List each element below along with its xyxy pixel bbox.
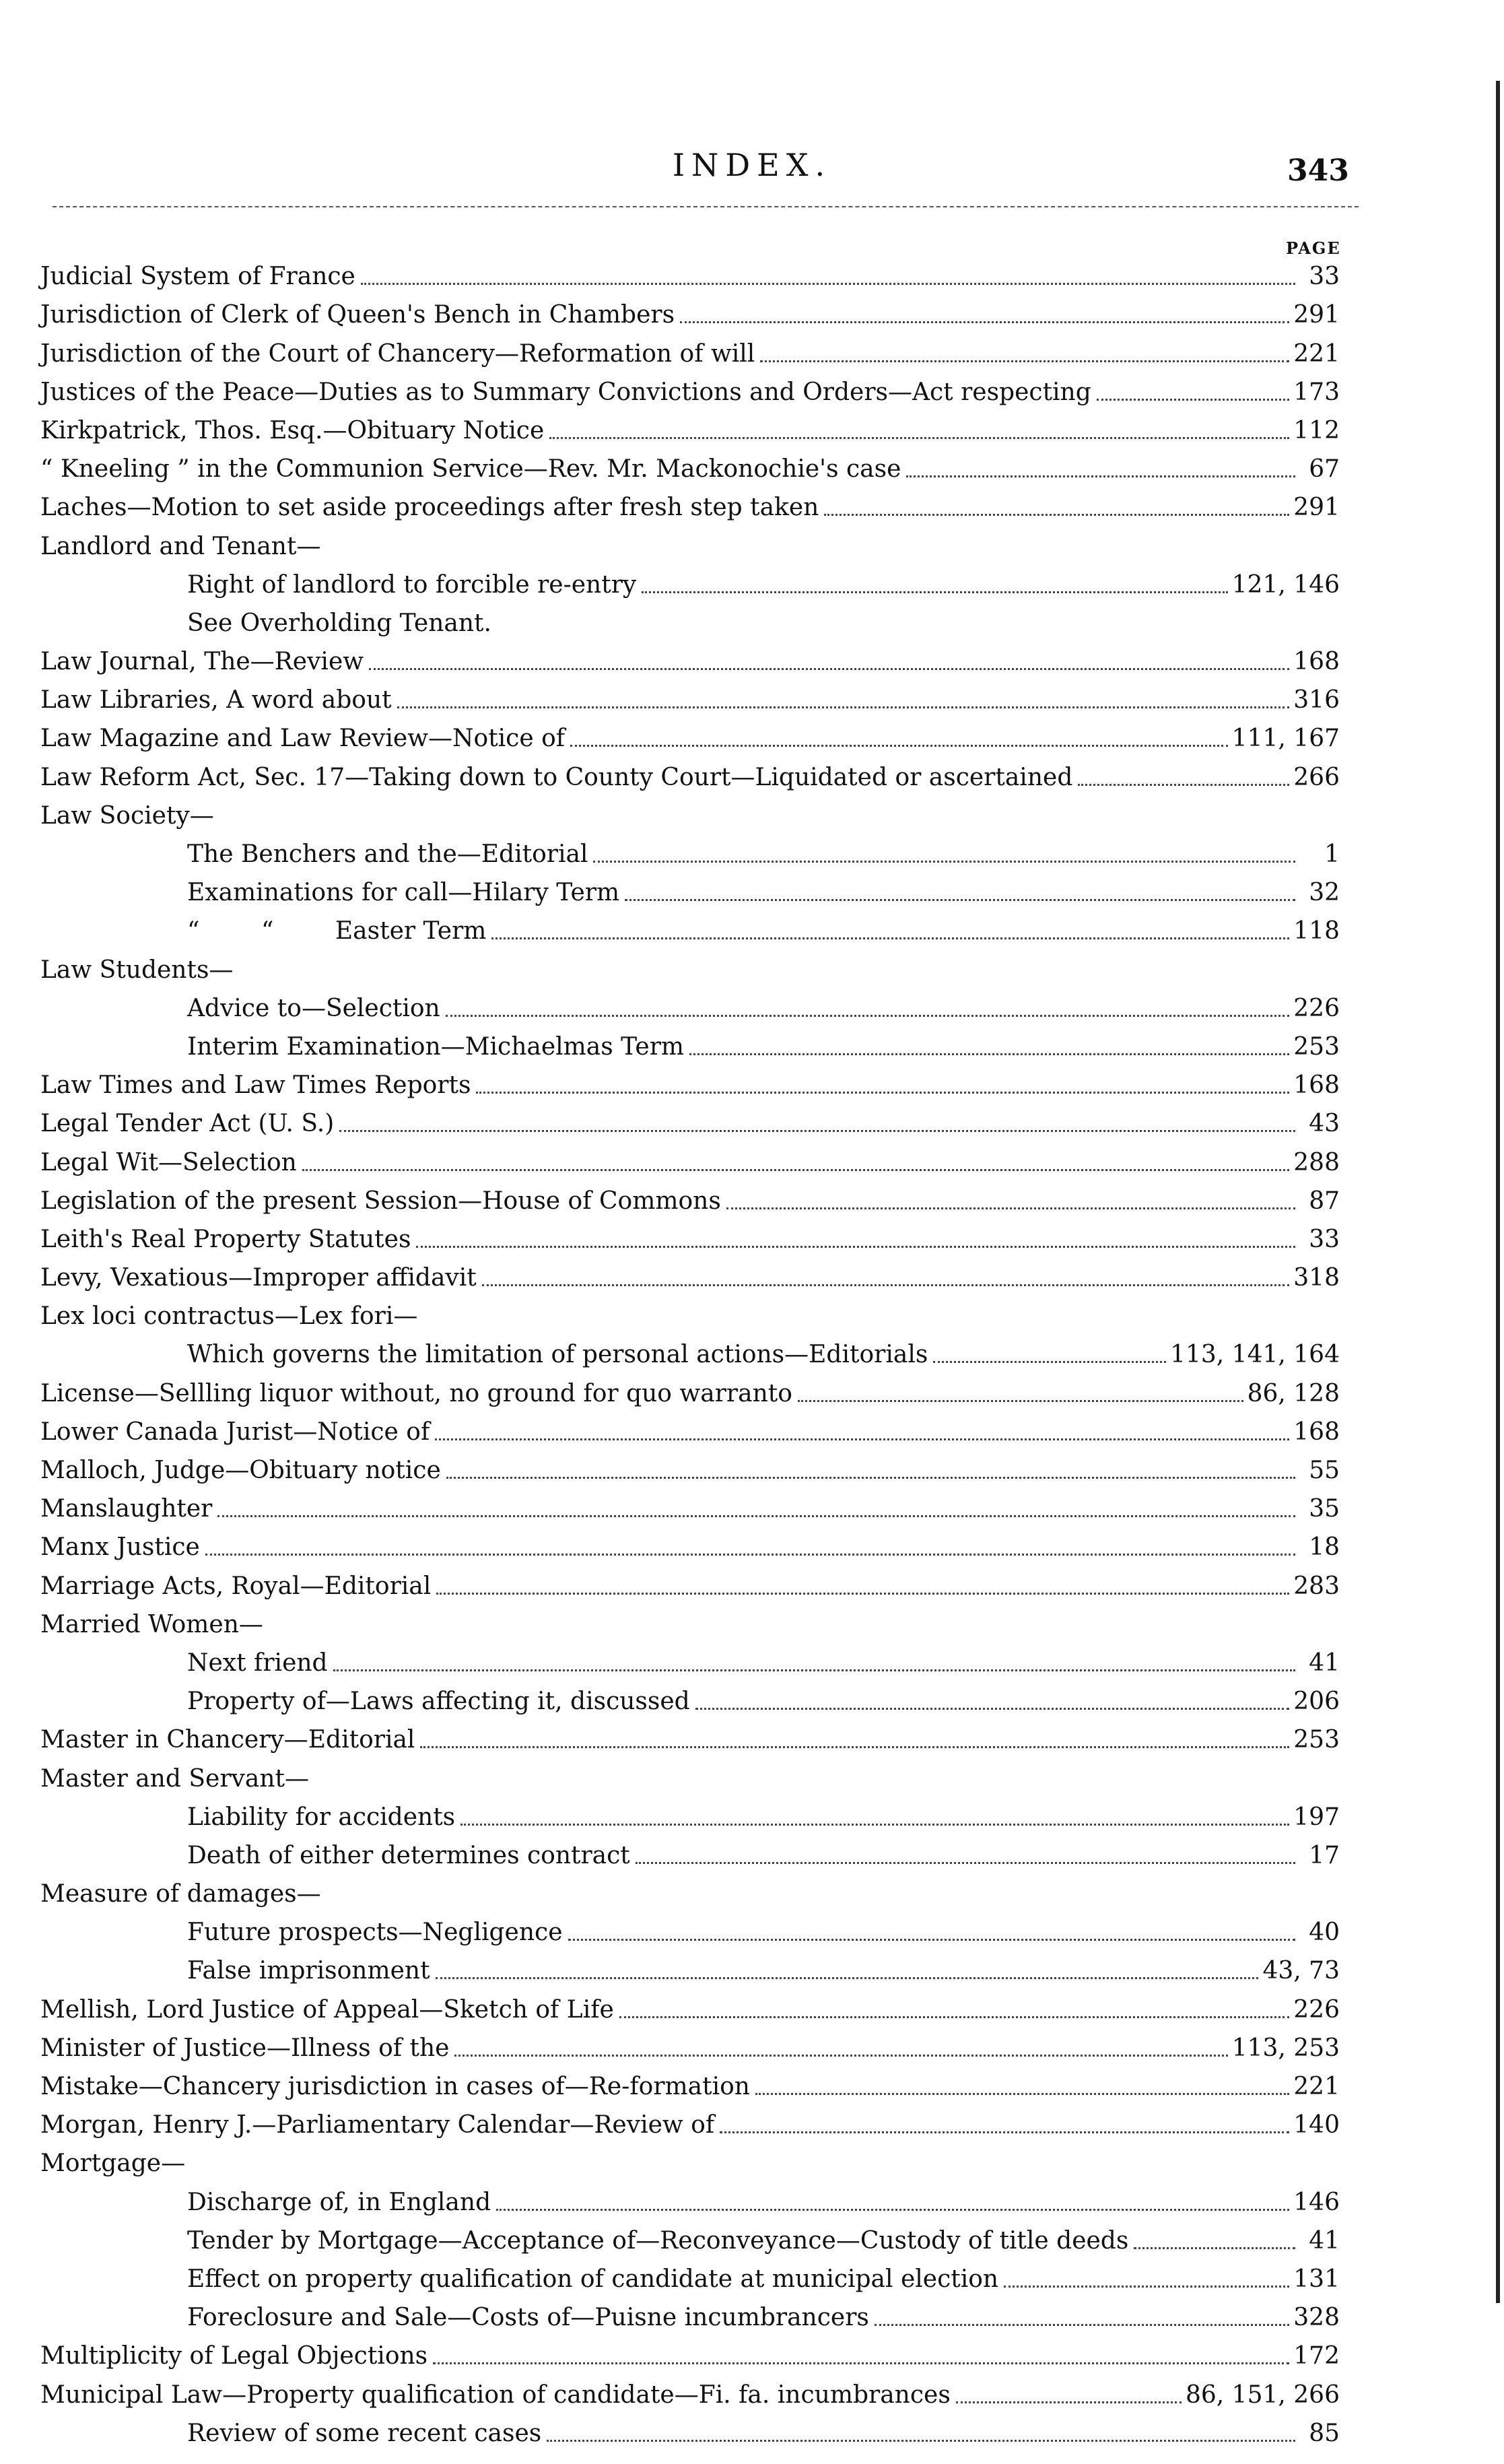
index-subentry bbox=[40, 2218, 1340, 2256]
index-subentry bbox=[40, 1331, 1340, 1370]
dot-leader bbox=[720, 2131, 1289, 2133]
entry-page-reference: 40 bbox=[1309, 1919, 1340, 1947]
dot-leader bbox=[217, 1515, 1295, 1517]
dot-leader bbox=[369, 668, 1289, 670]
entry-page-reference: 41 bbox=[1309, 2226, 1340, 2255]
page-column-label: PAGE bbox=[1286, 238, 1341, 258]
entry-text: Tender by Mortgage—Acceptance of—Reconveyance—Custody of title deeds bbox=[187, 2226, 1129, 2255]
entry-text: Jurisdiction of Clerk of Queen's Bench in Chambers bbox=[40, 301, 675, 329]
entry-page-reference: 41 bbox=[1309, 1649, 1340, 1677]
entry-page-reference: 55 bbox=[1309, 1457, 1340, 1484]
dot-leader bbox=[570, 745, 1228, 747]
entry-page-reference: 33 bbox=[1309, 1225, 1340, 1253]
dot-leader bbox=[361, 283, 1295, 285]
entry-text: Master in Chancery—Editorial bbox=[40, 1726, 415, 1754]
entry-text: Jurisdiction of the Court of Chancery—Reformation of will bbox=[40, 339, 755, 368]
dot-leader bbox=[397, 706, 1290, 708]
entry-page-reference: 316 bbox=[1293, 686, 1340, 714]
dot-leader bbox=[491, 937, 1289, 939]
index-entry bbox=[40, 1986, 1340, 2024]
index-entry bbox=[40, 484, 1340, 523]
entry-text: Levy, Vexatious—Improper affidavit bbox=[40, 1264, 477, 1292]
index-entry bbox=[40, 369, 1340, 407]
entry-page-reference: 118 bbox=[1293, 917, 1340, 945]
header-rule bbox=[53, 206, 1359, 207]
entry-text: Law Society— bbox=[40, 801, 214, 830]
entry-text: Lower Canada Jurist—Notice of bbox=[40, 1418, 430, 1446]
dot-leader bbox=[642, 591, 1227, 593]
dot-leader bbox=[435, 1438, 1289, 1440]
entry-page-reference: 172 bbox=[1293, 2342, 1340, 2370]
entry-text: Legal Tender Act (U. S.) bbox=[40, 1110, 335, 1138]
dot-leader bbox=[416, 1246, 1295, 1248]
entry-text: Liability for accidents bbox=[187, 1803, 456, 1831]
dot-leader bbox=[619, 2016, 1289, 2018]
index-entry bbox=[40, 407, 1340, 446]
entry-text: Lex loci contractus—Lex fori— bbox=[40, 1302, 418, 1331]
entry-page-reference: 1 bbox=[1324, 840, 1340, 868]
dot-leader bbox=[680, 321, 1289, 323]
entry-page-reference: 32 bbox=[1309, 879, 1340, 907]
index-entry bbox=[40, 2102, 1340, 2140]
dot-leader bbox=[875, 2324, 1289, 2326]
index-entry bbox=[40, 2371, 1340, 2409]
entry-page-reference: 226 bbox=[1293, 994, 1340, 1022]
dot-leader bbox=[482, 1284, 1290, 1286]
dot-leader bbox=[420, 1746, 1289, 1748]
entry-text: Future prospects—Negligence bbox=[187, 1919, 563, 1947]
dot-leader bbox=[205, 1554, 1295, 1556]
index-entry bbox=[40, 1524, 1340, 1562]
entry-text: Manx Justice bbox=[40, 1533, 200, 1562]
dot-leader bbox=[496, 2209, 1289, 2211]
entry-page-reference: 318 bbox=[1293, 1264, 1340, 1292]
entry-text: The Benchers and the—Editorial bbox=[187, 840, 588, 868]
dot-leader bbox=[476, 1092, 1289, 1094]
index-subentry bbox=[40, 1794, 1340, 1832]
index-entry bbox=[40, 1601, 1340, 1640]
dot-leader bbox=[433, 2362, 1289, 2364]
entry-text: Marriage Acts, Royal—Editorial bbox=[40, 1572, 432, 1600]
index-subentry bbox=[40, 562, 1340, 600]
entry-text: Death of either determines contract bbox=[187, 1841, 630, 1869]
entry-page-reference: 168 bbox=[1293, 1071, 1340, 1100]
dot-leader bbox=[824, 514, 1289, 516]
entry-text: Law Students— bbox=[40, 956, 234, 984]
dot-leader bbox=[339, 1130, 1295, 1132]
index-entry bbox=[40, 1370, 1340, 1408]
index-entry bbox=[40, 1255, 1340, 1293]
entry-text: Law Journal, The—Review bbox=[40, 648, 364, 676]
index-subentry bbox=[40, 985, 1340, 1024]
dot-leader bbox=[446, 1477, 1295, 1479]
index-entry bbox=[40, 2063, 1340, 2102]
index-subentry bbox=[40, 2256, 1340, 2294]
index-entry bbox=[40, 1486, 1340, 1524]
entry-text: Mistake—Chancery jurisdiction in cases of—Re-formation bbox=[40, 2073, 750, 2100]
index-entry bbox=[40, 1293, 1340, 1331]
entry-text: Advice to—Selection bbox=[187, 994, 440, 1022]
entry-text: Effect on property qualification of candidate at municipal election bbox=[187, 2265, 999, 2293]
entry-text: Law Libraries, A word about bbox=[40, 686, 392, 714]
entry-text: Mellish, Lord Justice of Appeal—Sketch of Life bbox=[40, 1995, 614, 2024]
entry-text: Next friend bbox=[187, 1649, 328, 1677]
index-entry bbox=[40, 1100, 1340, 1139]
entry-text: Master and Servant— bbox=[40, 1764, 309, 1793]
entry-text: Legislation of the present Session—House of Commons bbox=[40, 1187, 721, 1215]
dot-leader bbox=[625, 899, 1295, 901]
entry-page-reference: 111, 167 bbox=[1231, 725, 1340, 753]
entry-page-reference: 67 bbox=[1309, 455, 1340, 484]
entry-text: Judicial System of France bbox=[40, 263, 355, 291]
index-subentry bbox=[40, 908, 1340, 946]
entry-page-reference: 18 bbox=[1309, 1533, 1340, 1562]
index-subentry bbox=[40, 869, 1340, 908]
entry-page-reference: 197 bbox=[1293, 1803, 1340, 1831]
entry-text: Property of—Laws affecting it, discussed bbox=[187, 1688, 690, 1716]
index-entry bbox=[40, 1178, 1340, 1216]
entry-text: Minister of Justice—Illness of the bbox=[40, 2034, 450, 2062]
dot-leader bbox=[436, 1977, 1259, 1979]
entry-page-reference: 146 bbox=[1293, 2188, 1340, 2216]
dot-leader bbox=[547, 2440, 1295, 2442]
entry-page-reference: 140 bbox=[1293, 2111, 1340, 2139]
entry-page-reference: 221 bbox=[1293, 2073, 1340, 2100]
dot-leader bbox=[549, 437, 1289, 439]
entry-page-reference: 112 bbox=[1293, 416, 1340, 444]
entry-text: Multiplicity of Legal Objections bbox=[40, 2342, 428, 2370]
dot-leader bbox=[755, 2093, 1289, 2095]
entry-text: Mortgage— bbox=[40, 2150, 186, 2178]
dot-leader bbox=[956, 2401, 1182, 2403]
entry-page-reference: 113, 253 bbox=[1231, 2034, 1340, 2062]
dot-leader bbox=[906, 475, 1295, 477]
index-entry bbox=[40, 677, 1340, 715]
dot-leader bbox=[689, 1053, 1289, 1055]
entry-page-reference: 206 bbox=[1293, 1688, 1340, 1716]
entry-text: Foreclosure and Sale—Costs of—Puisne incumbrancers bbox=[187, 2304, 869, 2332]
page-title: INDEX. bbox=[672, 147, 832, 183]
entry-page-reference: 17 bbox=[1309, 1841, 1340, 1869]
index-entry bbox=[40, 1871, 1340, 1909]
entry-text: Morgan, Henry J.—Parliamentary Calendar—Review of bbox=[40, 2111, 715, 2139]
dot-leader bbox=[933, 1361, 1166, 1363]
entry-page-reference: 43 bbox=[1309, 1110, 1340, 1138]
entry-page-reference: 131 bbox=[1293, 2265, 1340, 2293]
entry-page-reference: 291 bbox=[1293, 301, 1340, 329]
index-entry bbox=[40, 715, 1340, 754]
index-entry bbox=[40, 1717, 1340, 1755]
index-entry bbox=[40, 946, 1340, 985]
index-subentry bbox=[40, 1640, 1340, 1678]
dot-leader bbox=[436, 1593, 1289, 1595]
entry-text: Interim Examination—Michaelmas Term bbox=[187, 1032, 685, 1061]
entry-text: Right of landlord to forcible re-entry bbox=[187, 570, 637, 599]
page-number: 343 bbox=[1287, 154, 1349, 188]
dot-leader bbox=[333, 1669, 1295, 1671]
entry-page-reference: 291 bbox=[1293, 494, 1340, 522]
entry-page-reference: 168 bbox=[1293, 1418, 1340, 1446]
entry-text: Measure of damages— bbox=[40, 1880, 321, 1908]
index-entry bbox=[40, 292, 1340, 330]
entry-page-reference: 86, 128 bbox=[1247, 1379, 1340, 1407]
entry-text: Municipal Law—Property qualification of candidate—Fi. fa. incumbrances bbox=[40, 2380, 951, 2409]
entry-page-reference: 328 bbox=[1293, 2304, 1340, 2332]
index-subentry bbox=[40, 2294, 1340, 2333]
index-entry bbox=[40, 523, 1340, 561]
index-entry bbox=[40, 2025, 1340, 2063]
entry-page-reference: 86, 151, 266 bbox=[1185, 2380, 1340, 2409]
entry-text: Leith's Real Property Statutes bbox=[40, 1225, 411, 1253]
entry-text: “ “ Easter Term bbox=[187, 917, 487, 945]
dot-leader bbox=[1004, 2286, 1289, 2288]
index-entry bbox=[40, 446, 1340, 484]
entry-page-reference: 253 bbox=[1293, 1726, 1340, 1754]
entry-text: False imprisonment bbox=[187, 1957, 430, 1985]
page-edge bbox=[1496, 81, 1500, 2303]
index-entry bbox=[40, 754, 1340, 792]
entry-page-reference: 33 bbox=[1309, 263, 1340, 291]
entry-text: Kirkpatrick, Thos. Esq.—Obituary Notice bbox=[40, 416, 545, 444]
index-entry bbox=[40, 2140, 1340, 2178]
index-entry bbox=[40, 793, 1340, 831]
entry-text: Which governs the limitation of personal actions—Editorials bbox=[187, 1341, 928, 1369]
dot-leader bbox=[454, 2055, 1227, 2057]
dot-leader bbox=[593, 861, 1295, 863]
dot-leader bbox=[1134, 2247, 1295, 2249]
entry-page-reference: 168 bbox=[1293, 648, 1340, 676]
entry-text: Examinations for call—Hilary Term bbox=[187, 879, 620, 907]
dot-leader bbox=[726, 1207, 1295, 1209]
entry-page-reference: 283 bbox=[1293, 1572, 1340, 1600]
entry-text: “ Kneeling ” in the Communion Service—Rev. Mr. Mackonochie's case bbox=[40, 455, 901, 484]
dot-leader bbox=[1078, 784, 1289, 786]
index-subentry bbox=[40, 1909, 1340, 1947]
entry-text: Law Reform Act, Sec. 17—Taking down to County Court—Liquidated or ascertained bbox=[40, 763, 1073, 791]
entry-text: Married Women— bbox=[40, 1610, 263, 1638]
entry-text: License—Sellling liquor without, no ground for quo warranto bbox=[40, 1379, 792, 1407]
index-subentry bbox=[40, 1832, 1340, 1871]
index-subentry bbox=[40, 831, 1340, 869]
entry-text: Malloch, Judge—Obituary notice bbox=[40, 1457, 441, 1484]
entry-page-reference: 226 bbox=[1293, 1995, 1340, 2024]
index-entry bbox=[40, 1062, 1340, 1100]
dot-leader bbox=[568, 1939, 1295, 1941]
dot-leader bbox=[1097, 399, 1290, 401]
entry-page-reference: 221 bbox=[1293, 339, 1340, 368]
index-entry bbox=[40, 1409, 1340, 1447]
index-entry bbox=[40, 1216, 1340, 1255]
entry-text: Laches—Motion to set aside proceedings after fresh step taken bbox=[40, 494, 819, 522]
dot-leader bbox=[302, 1169, 1289, 1171]
entry-page-reference: 113, 141, 164 bbox=[1170, 1341, 1340, 1369]
dot-leader bbox=[460, 1824, 1289, 1826]
dot-leader bbox=[446, 1015, 1290, 1017]
entry-page-reference: 43, 73 bbox=[1262, 1957, 1340, 1985]
index-subentry bbox=[40, 2410, 1340, 2449]
index-entry bbox=[40, 330, 1340, 368]
index-subentry bbox=[40, 1947, 1340, 1986]
entry-page-reference: 266 bbox=[1293, 763, 1340, 791]
entry-text: Legal Wit—Selection bbox=[40, 1148, 297, 1176]
entry-page-reference: 253 bbox=[1293, 1032, 1340, 1061]
entry-text: Manslaughter bbox=[40, 1495, 213, 1523]
entry-text: Law Times and Law Times Reports bbox=[40, 1071, 471, 1100]
dot-leader bbox=[798, 1400, 1243, 1402]
index-entry bbox=[40, 2333, 1340, 2371]
entry-page-reference: 121, 146 bbox=[1231, 570, 1340, 599]
index-entry bbox=[40, 638, 1340, 677]
index-entry bbox=[40, 1139, 1340, 1177]
dot-leader bbox=[636, 1862, 1295, 1864]
dot-leader bbox=[760, 360, 1289, 362]
dot-leader bbox=[695, 1708, 1290, 1710]
index-subentry bbox=[40, 1678, 1340, 1717]
entry-page-reference: 35 bbox=[1309, 1495, 1340, 1523]
index-entries bbox=[40, 253, 1340, 2449]
index-subentry bbox=[40, 2178, 1340, 2217]
entry-text: See Overholding Tenant. bbox=[187, 609, 491, 637]
entry-page-reference: 85 bbox=[1309, 2419, 1340, 2447]
entry-text: Discharge of, in England bbox=[187, 2188, 491, 2216]
entry-text: Review of some recent cases bbox=[187, 2419, 542, 2447]
entry-text: Law Magazine and Law Review—Notice of bbox=[40, 725, 566, 753]
entry-page-reference: 173 bbox=[1293, 378, 1340, 406]
entry-page-reference: 288 bbox=[1293, 1148, 1340, 1176]
index-subentry bbox=[40, 600, 1340, 638]
entry-text: Landlord and Tenant— bbox=[40, 532, 321, 560]
index-entry bbox=[40, 253, 1340, 292]
index-entry bbox=[40, 1447, 1340, 1486]
index-subentry bbox=[40, 1024, 1340, 1062]
entry-text: Justices of the Peace—Duties as to Summary Convictions and Orders—Act respecting bbox=[40, 378, 1091, 406]
index-entry bbox=[40, 1755, 1340, 1793]
entry-page-reference: 87 bbox=[1309, 1187, 1340, 1215]
index-entry bbox=[40, 1562, 1340, 1601]
